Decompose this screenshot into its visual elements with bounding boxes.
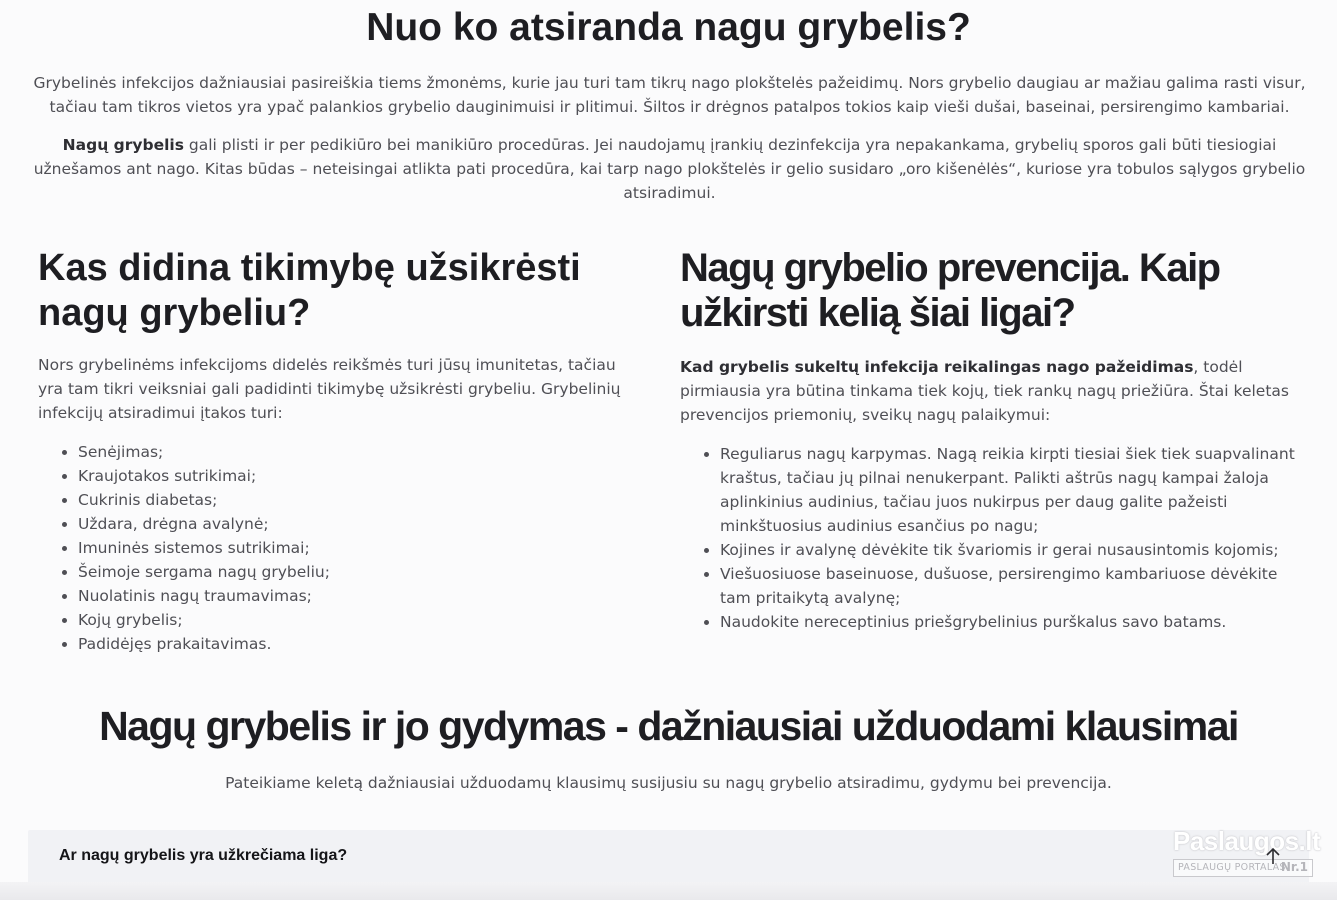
portal-rank: Nr.1 [1280,860,1308,874]
prevention-title: Nagų grybelio prevencija. Kaip užkirsti kelią šiai ligai? [680,246,1220,335]
intro-title: Nuo ko atsiranda nagu grybelis? [366,6,971,49]
list-item: Kojines ir avalynę dėvėkite tik švariomis ir gerai nusausintomis kojomis; [680,538,1310,562]
list-item: Imuninės sistemos sutrikimai; [38,536,638,560]
intro-paragraph-2-bold: Nagų grybelis [62,136,184,154]
list-item: Šeimoje sergama nagų grybeliu; [38,560,638,584]
portal-badge[interactable] [1173,826,1321,878]
risk-factors-text: Nors grybelinėms infekcijoms didelės reikšmės turi jūsų imunitetas, tačiau yra tam tikri veiksniai gali padidinti tikimybę užsikrėsti grybeliu. Grybelinių infekcijų atsiradimui įtakos turi: [38,356,621,422]
portal-badge-bar [1173,859,1313,877]
list-item: Kraujotakos sutrikimai; [38,464,638,488]
prevention-text-rest: , todėl pirmiausia yra būtina tinkama tiek kojų, tiek rankų nagų priežiūra. Štai keletas prevencijos priemonių, sveikų nagų palaikymui: [680,358,1289,424]
prevention-text-bold: Kad grybelis sukeltų infekcija reikalingas nago pažeidimas [680,358,1194,376]
list-item: Viešuosiuose baseinuose, dušuose, persirengimo kambariuose dėvėkite tam pritaikytą avalynę; [680,562,1310,610]
list-item: Senėjimas; [38,440,638,464]
list-item: Uždara, drėgna avalynė; [38,512,638,536]
intro-paragraph-1: Grybelinės infekcijos dažniausiai pasireiškia tiems žmonėms, kurie jau turi tam tikrų nago plokštelės pažeidimų. Nors grybelio daugiau ar mažiau galima rasti visur, tačiau tam tikros vietos yra ypač palankios grybelio dauginimuisi ir plitimui. Šiltos ir drėgnos patalpos tokios kaip vieši dušai, baseinai, persirengimo kambariai. [33,74,1306,116]
list-item: Naudokite nereceptinius priešgrybelinius purškalus savo batams. [680,610,1310,634]
list-item: Reguliarus nagų karpymas. Nagą reikia kirpti tiesiai šiek tiek suapvalinant kraštus, tačiau jų pilnai nenukerpant. Palikti aštrūs nagų kampai žaloja aplinkinius audinius, tačiau juos nukirpus per daug galite pažeisti minkštuosius audinius esančius po nagu; [680,442,1310,538]
list-item: Cukrinis diabetas; [38,488,638,512]
risk-factors-title: Kas didina tikimybę užsikrėsti nagų grybeliu? [38,247,581,334]
intro-paragraph-2-text: gali plisti ir per pedikiūro bei manikiūro procedūras. Jei naudojamų įrankių dezinfekcija yra nepakankama, grybelių sporos gali būti tiesiogiai užnešamos ant nago. Kitas būdas – neteisingai atlikta pati procedūra, kai tarp nago plokštelės ir gelio susidaro „oro kišenėlės“, kuriose yra tobulos sąlygos grybelio atsiradimui. [33,136,1306,202]
prevention-text [680,355,1310,427]
intro-paragraph-2 [26,133,1313,205]
faq-question[interactable]: Ar nagų grybelis yra užkrečiama liga? [59,847,348,864]
portal-logo: Paslaugos.lt [1173,826,1321,856]
scroll-to-top-button[interactable] [1260,843,1286,869]
list-item: Padidėjęs prakaitavimas. [38,632,638,656]
faq-subtitle: Pateikiame keletą dažniausiai užduodamų klausimų susijusiu su nagų grybelio atsiradimu, gydymu bei prevencija. [225,774,1112,792]
list-item: Kojų grybelis; [38,608,638,632]
faq-accordion-item[interactable] [28,830,1309,884]
faq-title: Nagų grybelis ir jo gydymas - dažniausiai užduodami klausimai [99,703,1238,749]
arrow-up-icon [1260,843,1286,869]
portal-tagline: PASLAUGŲ PORTALAS [1178,862,1286,873]
risk-factors-list [38,440,638,656]
prevention-list [680,442,1310,634]
list-item: Nuolatinis nagų traumavimas; [38,584,638,608]
bottom-edge [0,882,1337,900]
